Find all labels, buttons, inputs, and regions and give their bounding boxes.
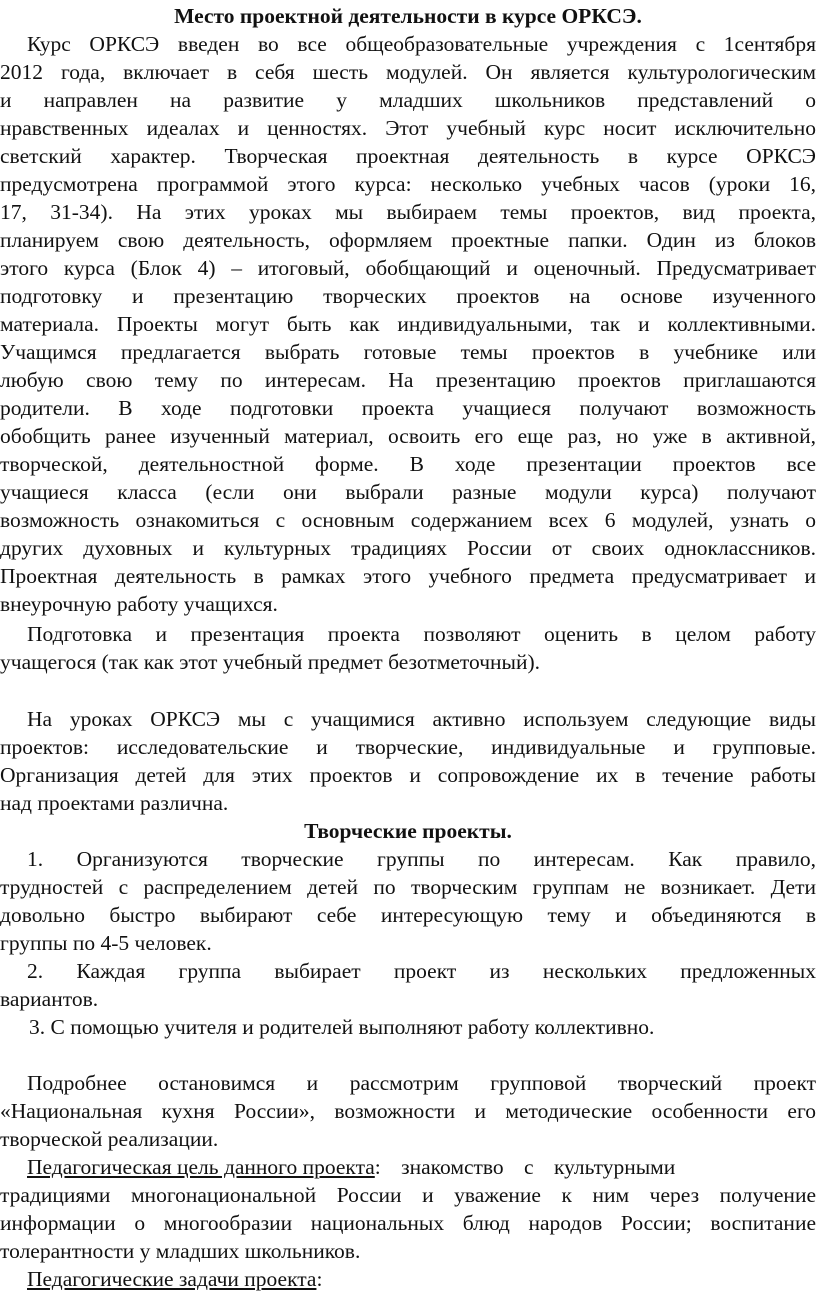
paragraph-line: планируем свою деятельность, оформляем проектные папки. Один из блоков xyxy=(0,228,816,252)
paragraph-line: традициями многонациональной России и уважение к ним через получение xyxy=(0,1183,816,1207)
paragraph-line: подготовку и презентацию творческих проектов на основе изученного xyxy=(0,284,816,308)
paragraph-line: над проектами различна. xyxy=(0,791,229,815)
list-item-line: 3. С помощью учителя и родителей выполняют работу коллективно. xyxy=(29,1015,655,1039)
paragraph-line: Учащимся предлагается выбрать готовые темы проектов в учебнике или xyxy=(0,340,816,364)
paragraph-line: творческой, деятельностной форме. В ходе презентации проектов все xyxy=(0,452,816,476)
paragraph-line: Подготовка и презентация проекта позволяют оценить в целом работу xyxy=(27,622,816,646)
list-item-line: 2. Каждая группа выбирает проект из нескольких предложенных xyxy=(27,959,816,983)
paragraph-line: Проектная деятельность в рамках этого учебного предмета предусматривает и xyxy=(0,564,816,588)
paragraph-line: родители. В ходе подготовки проекта учащиеся получают возможность xyxy=(0,396,816,420)
paragraph-line: учащегося (так как этот учебный предмет безотметочный). xyxy=(0,650,541,674)
list-item-line: 1. Организуются творческие группы по интересам. Как правило, xyxy=(27,847,816,871)
paragraph-line: любую свою тему по интересам. На презентацию проектов приглашаются xyxy=(0,368,816,392)
paragraph-line: внеурочную работу учащихся. xyxy=(0,592,278,616)
paragraph-line: возможность ознакомиться с основным содержанием всех 6 модулей, узнать о xyxy=(0,508,816,532)
paragraph-line: проектов: исследовательские и творческие, индивидуальные и групповые. xyxy=(0,735,816,759)
document-title: Место проектной деятельности в курсе ОРКСЭ. xyxy=(174,4,642,28)
paragraph-line: материала. Проекты могут быть как индивидуальными, так и коллективными. xyxy=(0,312,816,336)
paragraph-line: других духовных и культурных традициях России от своих одноклассников. xyxy=(0,536,816,560)
paragraph-line: учащиеся класса (если они выбрали разные модули курса) получают xyxy=(0,480,816,504)
list-item-line: трудностей с распределением детей по творческим группам не возникает. Дети xyxy=(0,875,816,899)
paragraph-line: 17, 31-34). На этих уроках мы выбираем темы проектов, вид проекта, xyxy=(0,200,816,224)
section-subtitle: Творческие проекты. xyxy=(304,819,512,843)
paragraph-line: предусмотрена программой этого курса: несколько учебных часов (уроки 16, xyxy=(0,172,816,196)
tasks-label: Педагогические задачи проекта xyxy=(27,1267,317,1291)
goal-label: Педагогическая цель данного проекта xyxy=(27,1155,375,1179)
list-item-line: группы по 4-5 человек. xyxy=(0,931,212,955)
goal-first-line xyxy=(0,1153,816,1181)
paragraph-line: нравственных идеалах и ценностях. Этот учебный курс носит исключительно xyxy=(0,116,816,140)
paragraph-line: этого курса (Блок 4) – итоговый, обобщающий и оценочный. Предусматривает xyxy=(0,256,816,280)
list-item-line: вариантов. xyxy=(0,987,99,1011)
paragraph-line: Курс ОРКСЭ введен во все общеобразовательные учреждения с 1сентября xyxy=(27,32,816,56)
paragraph-line: На уроках ОРКСЭ мы с учащимися активно используем следующие виды xyxy=(27,707,816,731)
paragraph-line: и направлен на развитие у младших школьников представлений о xyxy=(0,88,816,112)
tasks-rest: : xyxy=(316,1267,323,1291)
paragraph-line: толерантности у младших школьников. xyxy=(0,1239,361,1263)
paragraph-line: творческой реализации. xyxy=(0,1127,219,1151)
tasks-line xyxy=(0,1265,816,1293)
paragraph-line: 2012 года, включает в себя шесть модулей. Он является культурологическим xyxy=(0,60,816,84)
paragraph-line: информации о многообразии национальных блюд народов России; воспитание xyxy=(0,1211,816,1235)
paragraph-line: светский характер. Творческая проектная деятельность в курсе ОРКСЭ xyxy=(0,144,816,168)
goal-first-rest: : знакомство с культурными xyxy=(374,1155,676,1179)
paragraph-line: «Национальная кухня России», возможности и методические особенности его xyxy=(0,1099,816,1123)
paragraph-line: Подробнее остановимся и рассмотрим групповой творческий проект xyxy=(27,1071,816,1095)
paragraph-line: обобщить ранее изученный материал, освоить его еще раз, но уже в активной, xyxy=(0,424,816,448)
list-item-line: довольно быстро выбирают себе интересующую тему и объединяются в xyxy=(0,903,816,927)
paragraph-line: Организация детей для этих проектов и сопровождение их в течение работы xyxy=(0,763,816,787)
